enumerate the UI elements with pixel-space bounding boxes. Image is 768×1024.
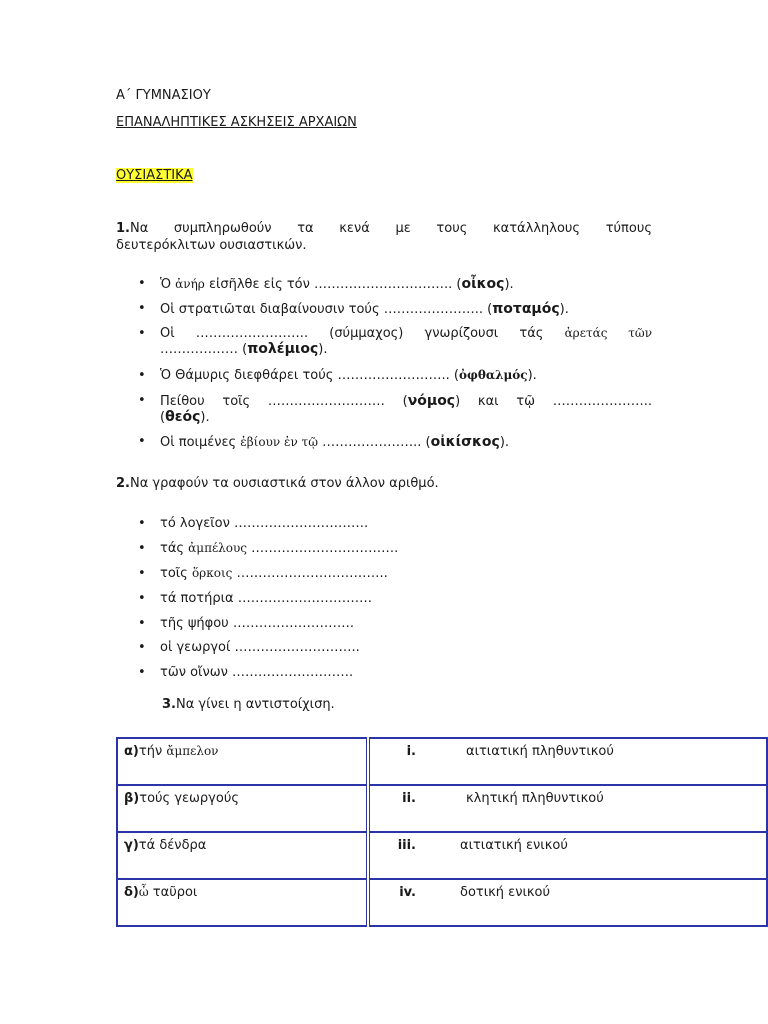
table-row — [117, 785, 767, 832]
exercise1-list — [160, 276, 652, 459]
exercise2-instruction: 2.Να γραφούν τα ουσιαστικά στον άλλον αριθμό. — [116, 476, 439, 491]
list-item: • Οἱ στρατιῶται διαβαίνουσιν τούς ………………….. (ποταμός). — [160, 301, 652, 326]
list-item: • οἱ γεωργοί ……………………….. — [160, 640, 652, 665]
worksheet-title: ΕΠΑΝΑΛΗΠΤΙΚΕΣ ΑΣΚΗΣΕΙΣ ΑΡΧΑΙΩΝ — [116, 115, 357, 130]
table-cell-case: i. αιτιατική πληθυντικού — [368, 738, 767, 785]
exercise3-number: 3. — [162, 697, 176, 712]
table-cell-word: δ)ὦ ταῦροι — [117, 879, 368, 926]
matching-table — [116, 737, 768, 927]
list-item: • Ὁ Θάμυρις διεφθάρει τούς …………………….. (ὀφθαλμός). — [160, 368, 652, 393]
list-item: • τά ποτήρια …………………………. — [160, 591, 652, 616]
list-item: • Πείθου τοῖς ……………………… (νόμος) και τῷ ………………….. (θεός). — [160, 393, 652, 434]
table-cell-word: β)τούς γεωργούς — [117, 785, 368, 832]
list-item: • τῶν οἴνων ………………………. — [160, 665, 652, 690]
list-item: • Οἱ …………………….. (σύμμαχος) γνωρίζουσι τάς ἀρετάς τῶν ……………… (πολέμιος). — [160, 326, 652, 368]
list-item: • τό λογεῖον …………………………. — [160, 516, 652, 541]
exercise1-instruction — [116, 221, 652, 236]
section-heading-text: ΟΥΣΙΑΣΤΙΚΑ — [116, 168, 193, 183]
table-cell-case: ii. κλητική πληθυντικού — [368, 785, 767, 832]
table-row — [117, 738, 767, 785]
section-heading — [116, 168, 193, 183]
list-item: • Οἱ ποιμένες ἐβίουν ἐν τῷ ………………….. (οἰκίσκος). — [160, 434, 652, 459]
exercise1-instruction-line1: Να συμπληρωθούν τα κενά με τους κατάλληλους τύπους — [129, 221, 652, 236]
exercise1-instruction-line2: δευτερόκλιτων ουσιαστικών. — [116, 238, 307, 253]
exercise1-number: 1. — [116, 221, 130, 236]
table-cell-case: iv. δοτική ενικού — [368, 879, 767, 926]
table-cell-word: α)τήν ἄμπελον — [117, 738, 368, 785]
list-item: • τοῖς ὅρκοις …………………………….. — [160, 566, 652, 591]
list-item: • τῆς ψήφου ………………………. — [160, 616, 652, 640]
list-item: • Ὁ ἀνήρ εἰσῆλθε εἰς τόν ………………………….. (οἶκος). — [160, 276, 652, 301]
exercise3-instruction: 3.Να γίνει η αντιστοίχιση. — [162, 697, 335, 712]
exercise2-number: 2. — [116, 476, 130, 491]
table-cell-case: iii. αιτιατική ενικού — [368, 832, 767, 879]
grade-heading: Α΄ ΓΥΜΝΑΣΙΟΥ — [116, 88, 211, 103]
exercise2-list — [160, 516, 652, 690]
table-row — [117, 832, 767, 879]
list-item: • τάς ἀμπέλους ……………………………. — [160, 541, 652, 566]
table-cell-word: γ)τά δένδρα — [117, 832, 368, 879]
table-row — [117, 879, 767, 926]
